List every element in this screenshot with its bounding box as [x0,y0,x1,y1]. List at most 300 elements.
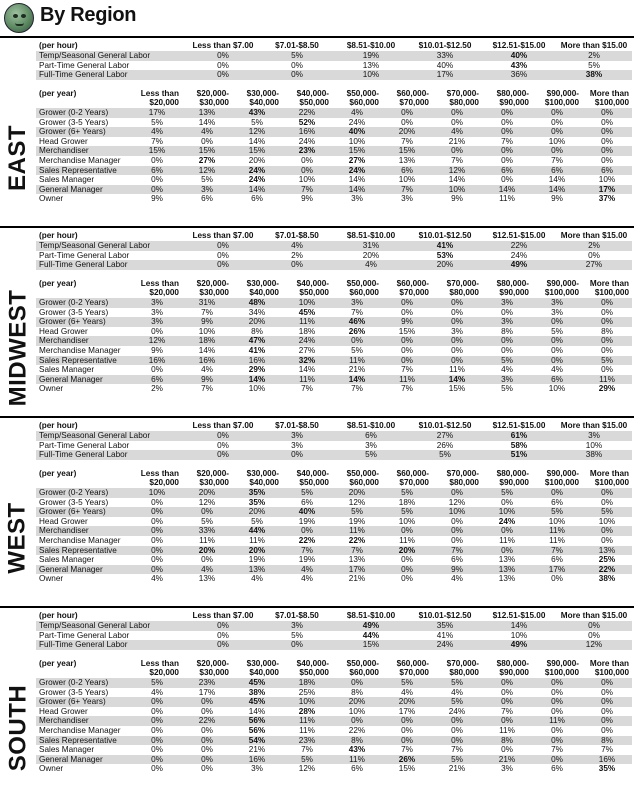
table-row [36,621,632,631]
table-cell: 4% [132,127,182,137]
header-line: $90,000- $100,000 [544,279,579,297]
table-cell: 0% [432,716,482,726]
table-row [36,526,632,536]
salary-column-header [582,278,632,298]
table-cell: 3% [482,298,532,308]
table-row [36,716,632,726]
table-cell: 0% [601,706,613,716]
table-cell: 0% [151,535,163,545]
row-label: Grower (0-2 Years) [36,298,132,308]
regions-container [0,36,634,796]
header-line: $70,000- $80,000 [446,659,479,677]
table-cell: 27% [298,345,316,355]
table-cell: 0% [151,326,163,336]
table-cell: 0% [186,70,260,80]
table-row [36,546,632,556]
salary-column-header [432,468,482,488]
table-row [36,517,632,527]
salary-column-header [182,468,232,488]
table-cell: 0% [532,127,582,137]
table-row [36,640,632,650]
row-label: Merchandiser [36,336,132,346]
table-cell: 0% [182,507,232,517]
table-cell: 31% [182,298,232,308]
table-cell: 7% [551,745,563,755]
wage-column-header: More than $15.00 [560,421,628,430]
table-cell: 8% [501,326,513,336]
table-row [36,356,632,366]
table-cell: 21% [248,745,266,755]
hourly-wage-table [36,610,632,650]
table-cell: 0% [582,697,632,707]
table-cell: 5% [251,516,263,526]
salary-column-header [382,88,432,108]
table-cell: 0% [601,345,613,355]
row-label: Full-Time General Labor [36,450,186,460]
table-cell: 0% [186,51,260,61]
table-cell: 54% [232,736,282,746]
table-cell: 5% [482,356,532,366]
wage-column-header: $7.01-$8.50 [275,611,319,620]
table-cell: 31% [334,241,408,251]
table-cell: 11% [332,755,382,765]
table-cell: 0% [382,565,432,575]
table-cell: 10% [298,175,316,185]
annual-salary-table [36,658,632,774]
table-cell: 3% [332,298,382,308]
table-cell: 15% [182,146,232,156]
table-cell: 0% [482,526,532,536]
table-cell: 3% [251,764,263,774]
wage-column-header: (per hour) [39,611,78,620]
table-cell: 7% [601,745,613,755]
table-cell: 17% [198,687,216,697]
table-cell: 0% [601,136,613,146]
table-cell: 12% [448,497,466,507]
table-cell: 4% [201,365,213,375]
table-cell: 12% [432,166,482,176]
row-label: Grower (3-5 Years) [39,307,109,317]
table-cell: 15% [232,146,282,156]
row-label: Grower (6+ Years) [36,317,132,327]
table-cell: 45% [298,307,316,317]
table-cell: 20% [248,155,266,165]
table-cell: 0% [451,535,463,545]
table-cell: 0% [151,365,163,375]
salary-header-row [36,468,632,488]
row-label: Merchandise Manager [39,345,121,355]
wage-column-header: $8.51-$10.00 [346,41,396,50]
table-row [36,137,632,147]
table-cell: 5% [582,356,632,366]
table-cell: 5% [282,488,332,498]
wage-column-header: Less than $7.00 [192,231,254,240]
table-row [36,70,632,80]
table-cell: 0% [551,706,563,716]
table-cell: 8% [251,326,263,336]
table-cell: 45% [232,697,282,707]
table-cell: 0% [451,345,463,355]
table-cell: 3% [482,375,532,385]
table-cell: 6% [201,194,213,204]
table-cell: 11% [499,535,515,545]
table-cell: 0% [432,108,482,118]
table-cell: 15% [398,326,416,336]
header-line: $60,000- $70,000 [396,89,429,107]
table-cell: 6% [132,375,182,385]
table-cell: 6% [532,375,582,385]
table-cell: 0% [432,336,482,346]
table-cell: 0% [432,356,482,366]
table-cell: 0% [132,546,182,556]
header-line: $70,000- $80,000 [446,89,479,107]
table-cell: 0% [182,697,232,707]
row-label: Full-Time General Labor [36,260,186,270]
table-cell: 41% [408,241,482,251]
row-label: Grower (3-5 Years) [39,497,109,507]
table-cell: 2% [556,51,632,61]
header-line: $20,000- $30,000 [196,659,229,677]
table-cell: 0% [451,117,463,127]
table-cell: 8% [332,736,382,746]
row-label: Full-Time General Labor [36,640,186,650]
table-cell: 11% [449,365,465,375]
wage-column-header: (per hour) [39,421,78,430]
table-cell: 0% [551,345,563,355]
table-cell: 0% [582,317,632,327]
table-cell: 7% [351,307,363,317]
wage-column-header: $12.51-$15.00 [492,41,546,50]
wage-header-row [36,420,632,431]
region-section-east [0,36,634,226]
table-cell: 0% [532,736,582,746]
table-cell: 13% [182,108,232,118]
table-cell: 0% [201,745,213,755]
salary-column-header: (per year) [39,659,77,668]
table-cell: 10% [548,516,566,526]
row-label: Grower (6+ Years) [36,697,132,707]
table-cell: 0% [551,687,563,697]
table-cell: 0% [482,108,532,118]
table-cell: 22% [282,108,332,118]
wage-column-header: $7.01-$8.50 [275,231,319,240]
table-cell: 5% [432,678,482,688]
salary-column-header [582,88,632,108]
table-row [36,317,632,327]
salary-header-row [36,278,632,298]
table-cell: 8% [351,687,363,697]
table-cell: 5% [382,488,432,498]
table-cell: 0% [186,431,260,441]
table-cell: 0% [382,336,432,346]
row-label: Merchandise Manager [39,155,121,165]
table-cell: 0% [132,526,182,536]
table-cell: 0% [582,526,632,536]
table-cell: 14% [248,136,266,146]
row-label: Owner [39,574,64,584]
table-row [36,450,632,460]
table-cell: 7% [401,384,413,394]
header-line: $50,000- $60,000 [346,89,379,107]
table-cell: 0% [132,697,182,707]
table-cell: 14% [198,345,216,355]
table-cell: 38% [598,574,616,584]
table-cell: 0% [132,565,182,575]
table-cell: 0% [201,725,213,735]
table-cell: 14% [232,375,282,385]
table-cell: 0% [601,155,613,165]
table-cell: 13% [348,555,366,565]
table-cell: 0% [501,155,513,165]
row-label: Sales Representative [36,546,132,556]
table-cell: 0% [282,166,332,176]
table-cell: 18% [282,678,332,688]
region-section-midwest [0,226,634,416]
table-cell: 56% [248,725,266,735]
salary-column-header [282,88,332,108]
wage-header-row [36,40,632,51]
table-cell: 10% [282,298,332,308]
table-cell: 45% [232,678,282,688]
table-cell: 0% [401,574,413,584]
header-line: $30,000- $40,000 [246,469,279,487]
header-line: More than $100,000 [589,469,629,487]
row-label: Head Grower [39,706,88,716]
table-cell: 13% [232,565,282,575]
table-cell: 5% [582,507,632,517]
table-cell: 15% [398,764,416,774]
header-line: $20,000- $30,000 [196,89,229,107]
table-cell: 0% [132,736,182,746]
table-cell: 10% [334,70,408,80]
table-cell: 10% [548,384,566,394]
table-cell: 40% [332,127,382,137]
table-row [36,555,632,565]
table-row [36,707,632,717]
table-cell: 5% [201,516,213,526]
table-cell: 18% [398,497,416,507]
table-cell: 10% [432,507,482,517]
table-cell: 27% [556,260,632,270]
table-cell: 0% [532,488,582,498]
table-cell: 33% [408,51,482,61]
table-cell: 49% [334,621,408,631]
table-cell: 0% [132,755,182,765]
table-cell: 11% [532,716,582,726]
table-cell: 16% [232,755,282,765]
wage-column-header: More than $15.00 [560,41,628,50]
table-cell: 4% [334,260,408,270]
table-cell: 4% [151,687,163,697]
table-cell: 23% [282,736,332,746]
row-label: Head Grower [39,516,88,526]
table-cell: 7% [382,185,432,195]
salary-column-header [282,468,332,488]
wage-column-header: Less than $7.00 [192,611,254,620]
table-cell: 0% [501,117,513,127]
table-cell: 0% [132,185,182,195]
hourly-wage-table [36,40,632,80]
table-cell: 24% [448,706,466,716]
table-cell: 3% [351,194,363,204]
salary-column-header [432,278,482,298]
table-cell: 9% [182,375,232,385]
row-label: Temp/Seasonal General Labor [36,51,186,61]
region-name: EAST [4,124,32,192]
table-cell: 0% [382,736,432,746]
table-cell: 0% [451,307,463,317]
table-cell: 3% [260,431,334,441]
salary-column-header: (per year) [39,469,77,478]
row-label: Grower (0-2 Years) [36,108,132,118]
salary-column-header [382,658,432,678]
row-label: Owner [39,384,64,394]
salary-column-header [132,278,182,298]
table-cell: 0% [551,117,563,127]
table-cell: 43% [348,745,366,755]
header-line: $60,000- $70,000 [396,279,429,297]
header-line: $60,000- $70,000 [396,659,429,677]
table-cell: 51% [482,450,556,460]
salary-column-header [532,468,582,488]
table-cell: 0% [432,146,482,156]
salary-column-header: (per year) [39,279,77,288]
table-cell: 9% [182,317,232,327]
table-cell: 27% [348,155,366,165]
table-cell: 0% [501,175,513,185]
table-cell: 13% [582,546,632,556]
salary-column-header [232,658,282,678]
header-line: $80,000- $90,000 [496,469,529,487]
header-line: $90,000- $100,000 [544,469,579,487]
table-cell: 16% [282,127,332,137]
table-cell: 4% [301,574,313,584]
table-cell: 3% [556,431,632,441]
header-line: Less than $20,000 [140,659,179,677]
table-cell: 7% [301,384,313,394]
table-cell: 10% [198,326,216,336]
table-cell: 15% [332,146,382,156]
table-cell: 35% [232,488,282,498]
table-row [36,755,632,765]
header-line: $60,000- $70,000 [396,469,429,487]
table-cell: 0% [582,108,632,118]
table-cell: 0% [260,260,334,270]
table-cell: 5% [151,117,163,127]
table-cell: 5% [382,507,432,517]
table-cell: 6% [351,764,363,774]
header-line: Less than $20,000 [140,89,179,107]
table-cell: 22% [582,565,632,575]
table-cell: 24% [282,336,332,346]
table-cell: 15% [334,640,408,650]
row-label: Part-Time General Labor [39,250,130,260]
salary-column-header [332,658,382,678]
table-cell: 0% [151,175,163,185]
table-cell: 0% [282,526,332,536]
salary-column-header [432,88,482,108]
table-cell: 0% [260,70,334,80]
table-cell: 32% [282,356,332,366]
table-cell: 5% [351,345,363,355]
wage-column-header: Less than $7.00 [192,41,254,50]
table-cell: 21% [348,365,366,375]
table-row [36,194,632,204]
wage-column-header: $10.01-$12.50 [418,421,472,430]
table-cell: 5% [532,507,582,517]
table-row [36,108,632,118]
table-row [36,241,632,251]
wage-column-header: More than $15.00 [560,611,628,620]
table-cell: 0% [482,678,532,688]
table-cell: 7% [401,365,413,375]
table-cell: 0% [532,755,582,765]
table-cell: 0% [291,60,303,70]
row-label: Temp/Seasonal General Labor [36,241,186,251]
table-cell: 14% [532,185,582,195]
table-cell: 14% [332,185,382,195]
table-cell: 14% [548,175,566,185]
table-cell: 29% [248,365,266,375]
table-cell: 9% [151,194,163,204]
table-cell: 24% [348,117,366,127]
row-label: Temp/Seasonal General Labor [36,621,186,631]
table-cell: 8% [482,736,532,746]
table-cell: 0% [556,621,632,631]
logo-face-icon [4,3,34,33]
table-cell: 13% [362,60,380,70]
row-label: General Manager [36,755,132,765]
page-title: By Region [40,4,137,26]
table-cell: 17% [398,706,416,716]
table-cell: 6% [334,431,408,441]
table-cell: 0% [151,706,163,716]
table-cell: 20% [332,697,382,707]
table-cell: 14% [448,175,466,185]
table-cell: 10% [598,175,616,185]
table-cell: 26% [382,755,432,765]
table-cell: 6% [382,166,432,176]
hourly-wage-table [36,230,632,270]
table-cell: 10% [585,440,603,450]
wage-column-header: $10.01-$12.50 [418,611,472,620]
table-cell: 7% [282,546,332,556]
row-label: Merchandise Manager [39,725,121,735]
table-cell: 40% [282,507,332,517]
table-cell: 24% [232,166,282,176]
header-line: Less than $20,000 [140,469,179,487]
table-cell: 0% [432,298,482,308]
table-cell: 10% [348,136,366,146]
table-cell: 29% [598,384,616,394]
salary-column-header: (per year) [39,89,77,98]
table-cell: 17% [132,108,182,118]
table-cell: 19% [298,555,316,565]
row-label: General Manager [36,185,132,195]
table-cell: 7% [351,384,363,394]
table-cell: 11% [382,375,432,385]
table-cell: 0% [601,687,613,697]
table-cell: 0% [401,307,413,317]
table-cell: 10% [598,516,616,526]
table-cell: 0% [601,535,613,545]
table-cell: 3% [291,440,303,450]
header-line: $80,000- $90,000 [496,659,529,677]
table-cell: 5% [382,678,432,688]
table-cell: 24% [498,516,516,526]
table-cell: 41% [248,345,266,355]
table-cell: 13% [198,574,216,584]
